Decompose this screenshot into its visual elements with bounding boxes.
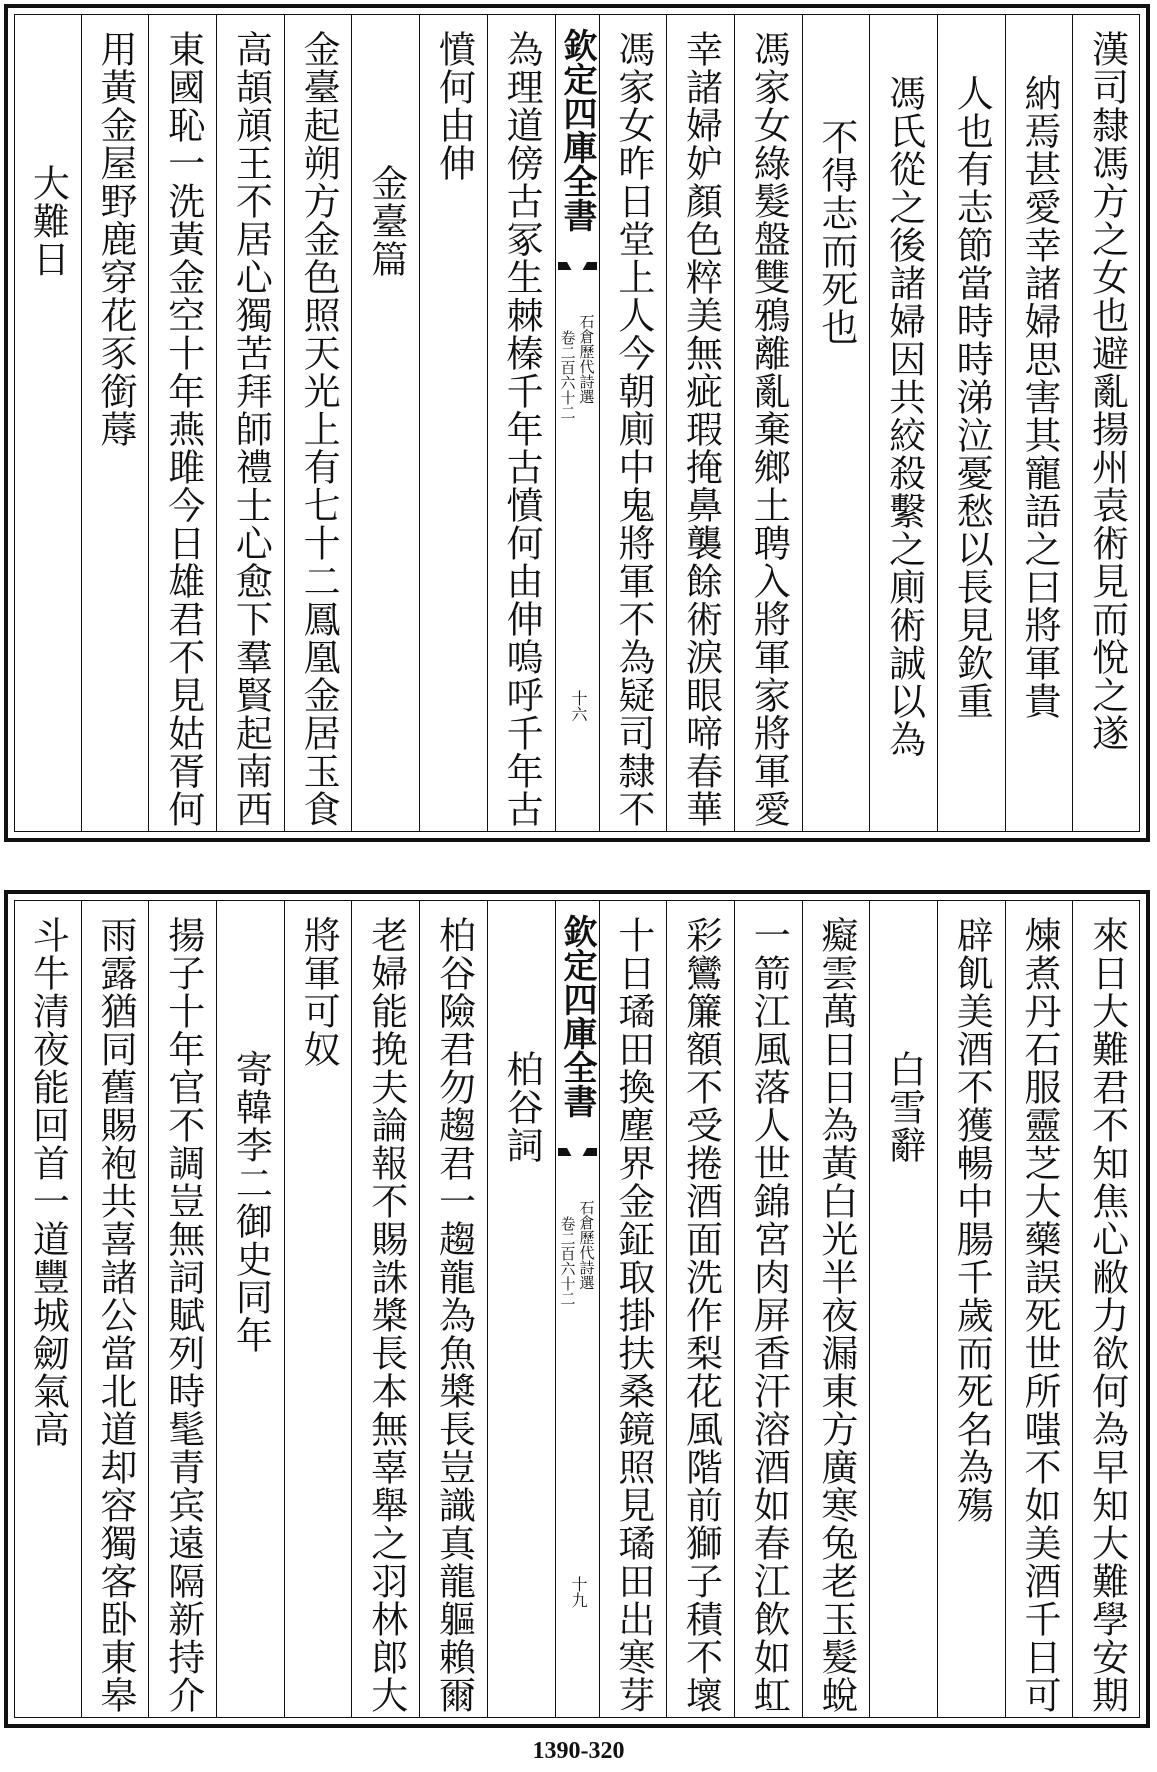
column-text: 揚子十年官不調豈無詞賦列時髦青宾遠隔新持介	[161, 916, 205, 1714]
text-column	[1005, 14, 1073, 832]
column-text: 不得志而死也	[814, 118, 858, 346]
column-text: 將軍可奴	[297, 916, 341, 1068]
text-column	[1072, 900, 1140, 1718]
column-text: 人也有志節當時時涕泣憂愁以長見欽重	[950, 74, 994, 720]
column-text: 彩鸞簾額不受捲酒面洗作梨花風階前獅子積不壞	[679, 916, 723, 1714]
column-text: 東國恥一洗黃金空十年燕雎今日雄君不見姑胥何	[161, 30, 205, 828]
text-column	[869, 14, 937, 832]
column-text: 馮氏從之後諸婦因共絞殺繫之廁術誠以為	[882, 74, 926, 758]
text-column	[14, 14, 81, 832]
column-text: 幸諸婦妒顏色粹美無疵瑕掩鼻襲餘術淚眼啼春華	[679, 30, 723, 828]
text-column	[351, 900, 419, 1718]
volume-label: 卷二百六十二	[558, 330, 577, 420]
text-column	[216, 900, 284, 1718]
book-title: 欽定四庫全書	[557, 914, 597, 1118]
text-column	[216, 14, 284, 832]
text-column	[599, 900, 667, 1718]
text-column	[148, 14, 216, 832]
column-text: 高頡頏王不居心獨苦拜師禮士心愈下羣賢起南西	[229, 30, 273, 828]
text-column	[802, 900, 870, 1718]
column-text: 用黃金屋野鹿穿花豕銜蓐	[94, 30, 138, 448]
text-column	[734, 14, 802, 832]
column-text: 煉煮丹石服靈芝大藥誤死世所嗤不如美酒千日可	[1017, 916, 1061, 1714]
text-column	[666, 900, 734, 1718]
column-text: 雨露猶同舊賜袍共喜諸公當北道却容獨客卧東皋	[94, 916, 138, 1714]
page-id-footer: 1390-320	[532, 1738, 625, 1764]
bottom-page-panel	[4, 890, 1150, 1728]
text-column	[599, 14, 667, 832]
text-column	[81, 14, 149, 832]
column-text: 大難日	[26, 164, 70, 278]
text-column	[1072, 14, 1140, 832]
text-column	[802, 14, 870, 832]
text-column	[419, 14, 487, 832]
column-text: 為理道傍古冢生棘榛千年古憤何由伸嗚呼千年古	[500, 30, 544, 828]
text-column	[81, 900, 149, 1718]
column-text: 馮家女綠髮盤雙鴉離亂棄鄉土聘入將軍家將軍愛	[747, 30, 791, 828]
collection-title: 石倉歷代詩選	[577, 314, 596, 404]
center-fold-column	[555, 900, 599, 1718]
collection-title: 石倉歷代詩選	[577, 1200, 596, 1290]
column-text: 納焉甚愛幸諸婦思害其寵語之曰將軍貴	[1017, 74, 1061, 720]
text-column	[937, 900, 1005, 1718]
text-column	[734, 900, 802, 1718]
text-column	[148, 900, 216, 1718]
column-text: 寄韓李二御史同年	[229, 1050, 273, 1354]
top-page-panel	[4, 4, 1150, 842]
text-column	[869, 900, 937, 1718]
column-text: 斗牛清夜能回首一道豐城劒氣高	[26, 916, 70, 1448]
text-column	[284, 900, 352, 1718]
column-text: 漢司隸馮方之女也避亂揚州袁術見而悅之遂	[1085, 30, 1129, 752]
column-text: 白雪辭	[882, 1050, 926, 1164]
leaf-number: 十六	[569, 690, 588, 722]
column-text: 金臺起朔方金色照天光上有七十二鳳凰金居玉食	[297, 30, 341, 828]
leaf-number: 十九	[569, 1576, 588, 1608]
column-text: 柏谷險君勿趨君一趨龍為魚槳長豈識真龍軀賴爾	[432, 916, 476, 1714]
bottom-text-columns	[14, 900, 1140, 1718]
text-column	[351, 14, 419, 832]
volume-label: 卷二百六十二	[558, 1216, 577, 1306]
text-column	[937, 14, 1005, 832]
center-fold-column	[555, 14, 599, 832]
text-column	[487, 14, 555, 832]
column-text: 來日大難君不知焦心敝力欲何為早知大難學安期	[1085, 916, 1129, 1714]
text-column	[487, 900, 555, 1718]
text-column	[666, 14, 734, 832]
column-text: 馮家女昨日堂上人今朝廁中鬼將軍不為疑司隸不	[611, 30, 655, 828]
fishtail-mark	[558, 1148, 597, 1196]
text-column	[14, 900, 81, 1718]
column-text: 憤何由伸	[432, 30, 476, 182]
text-column	[284, 14, 352, 832]
book-title: 欽定四庫全書	[557, 28, 597, 232]
fishtail-mark	[558, 262, 597, 310]
column-text: 辟飢美酒不獲暢中腸千歲而死名為殤	[950, 916, 994, 1524]
text-column	[419, 900, 487, 1718]
column-text: 癡雲萬日日為黃白光半夜漏東方廣寒兔老玉髮蛻	[814, 916, 858, 1714]
column-text: 十日璚田換塵界金鉦取掛扶桑鏡照見璚田出寒芽	[611, 916, 655, 1714]
column-text: 老婦能挽夫論報不賜誅槳長本無辜舉之羽林郎大	[364, 916, 408, 1714]
text-column	[1005, 900, 1073, 1718]
column-text: 柏谷詞	[500, 1050, 544, 1164]
column-text: 金臺篇	[364, 164, 408, 278]
top-text-columns	[14, 14, 1140, 832]
column-text: 一箭江風落人世錦宮肉屏香汗溶酒如春江飲如虹	[747, 916, 791, 1714]
